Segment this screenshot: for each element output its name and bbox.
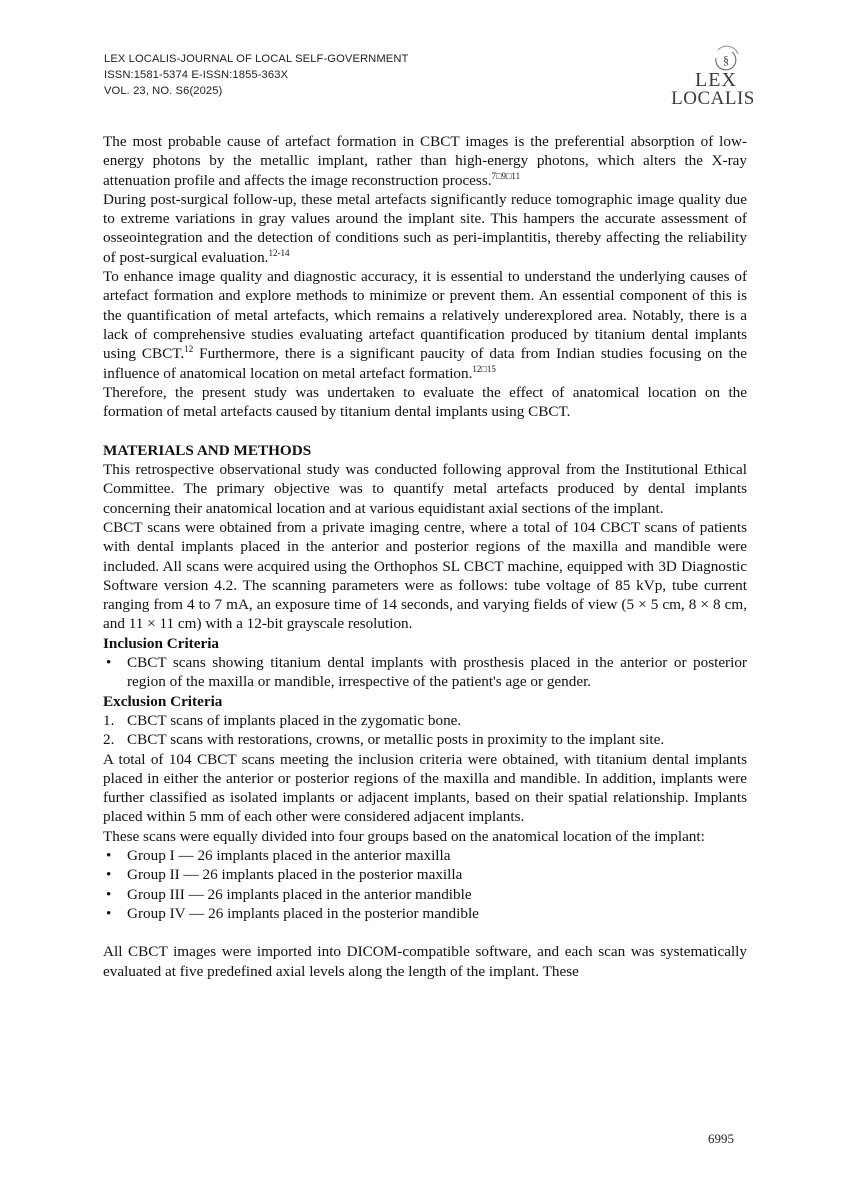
inclusion-list bbox=[103, 653, 747, 692]
list-item: • Group II — 26 implants placed in the posterior maxilla bbox=[103, 865, 747, 884]
citation: 12 bbox=[184, 344, 194, 355]
list-item: • Group IV — 26 implants placed in the posterior mandible bbox=[103, 904, 747, 923]
group-list bbox=[103, 846, 747, 923]
paragraph: All CBCT images were imported into DICOM-compatible software, and each scan was systematically evaluated at five predefined axial levels along the length of the implant. These bbox=[103, 943, 747, 980]
exclusion-heading: Exclusion Criteria bbox=[103, 692, 223, 710]
inclusion-heading: Inclusion Criteria bbox=[103, 634, 220, 652]
citation: 12□15 bbox=[472, 363, 496, 374]
paragraph: These scans were equally divided into four groups based on the anatomical location of the implant: bbox=[103, 827, 705, 845]
paragraph: During post-surgical follow-up, these metal artefacts significantly reduce tomographic image quality due to extreme variations in gray values around the implant site. This hampers the accurate assessment of osseointegration and the detection of conditions such as peri-implantitis, thereby affecting the reliability of post-surgical evaluation.$^{12-14}$ bbox=[103, 190, 747, 266]
page-number: 6995 bbox=[708, 1131, 734, 1146]
list-item: • Group I — 26 implants placed in the anterior maxilla bbox=[103, 846, 747, 865]
list-item: 1. CBCT scans of implants placed in the zygomatic bone. bbox=[103, 711, 462, 729]
citation: 12-14 bbox=[268, 247, 290, 258]
list-item: 2. CBCT scans with restorations, crowns, or metallic posts in proximity to the implant site. bbox=[103, 731, 665, 749]
exclusion-list bbox=[103, 711, 747, 750]
paragraph: To enhance image quality and diagnostic accuracy, it is essential to understand the underlying causes of artefact formation and explore methods to minimize or prevent them. An essential component of this is the quantification of metal artefacts, which remains a relatively underexplored area. Notably, there is a lack of comprehensive studies evaluating artefact quantification produced by titanium dental implants using CBCT.$^{12}$ Furthermore, there is a significant paucity of data from Indian studies focusing on the influence of anatomical location on metal artefact formation.$^{12□15}$ bbox=[103, 268, 748, 382]
article-body bbox=[103, 132, 747, 981]
running-header bbox=[104, 51, 408, 99]
paragraph: CBCT scans were obtained from a private imaging centre, where a total of 104 CBCT scans of patients with dental implants placed in the anterior and posterior regions of the maxilla and mandible were included. All scans were acquired using the Orthophos SL CBCT machine, equipped with 3D Diagnostic Software version 4.2. The scanning parameters were as follows: tube voltage of 85 kVp, tube current ranging from 4 to 7 mA, an exposure time of 14 seconds, and varying fields of view (5 × 5 cm, 8 × 8 cm, and 11 × 11 cm) with a 12-bit grayscale resolution. bbox=[103, 518, 747, 633]
volume-line: VOL. 23, NO. S6(2025) bbox=[104, 85, 223, 97]
paragraph: This retrospective observational study was conducted following approval from the Institutional Ethical Committee. The primary objective was to quantify metal artefacts produced by dental implants concerning their anatomical location and at various equidistant axial sections of the implant. bbox=[103, 461, 747, 517]
logo-word-localis: LOCALIS bbox=[671, 88, 755, 108]
paragraph: The most probable cause of artefact formation in CBCT images is the preferential absorption of low-energy photons by the metallic implant, rather than high-energy photons, which alters the X-ray attenuation profile and affects the image reconstruction process.$^{7□9□11}$ bbox=[103, 133, 747, 189]
section-heading: MATERIALS AND METHODS bbox=[103, 441, 312, 459]
logo-word-lex: LEX bbox=[695, 69, 737, 91]
paragraph: A total of 104 CBCT scans meeting the inclusion criteria were obtained, with titanium dental implants placed in either the anterior or posterior regions of the maxilla and mandible. In addition, implants were further classified as isolated implants or adjacent implants, based on their spatial relationship. Implants placed within 5 mm of each other were considered adjacent implants. bbox=[103, 750, 747, 826]
lex-localis-logo bbox=[668, 42, 758, 108]
journal-title: LEX LOCALIS-JOURNAL OF LOCAL SELF-GOVERNMENT bbox=[104, 53, 409, 65]
section-symbol-icon: § bbox=[723, 53, 729, 67]
citation: 7□9□11 bbox=[491, 170, 521, 181]
list-item: • Group III — 26 implants placed in the anterior mandible bbox=[103, 885, 747, 904]
list-item: • CBCT scans showing titanium dental implants with prosthesis placed in the anterior or posterior region of the maxilla or mandible, irrespective of the patient's age or gender. bbox=[103, 653, 747, 692]
issn-line: ISSN:1581-5374 E-ISSN:1855-363X bbox=[104, 69, 289, 81]
paragraph: Therefore, the present study was undertaken to evaluate the effect of anatomical location on the formation of metal artefacts caused by titanium dental implants using CBCT. bbox=[103, 383, 747, 421]
